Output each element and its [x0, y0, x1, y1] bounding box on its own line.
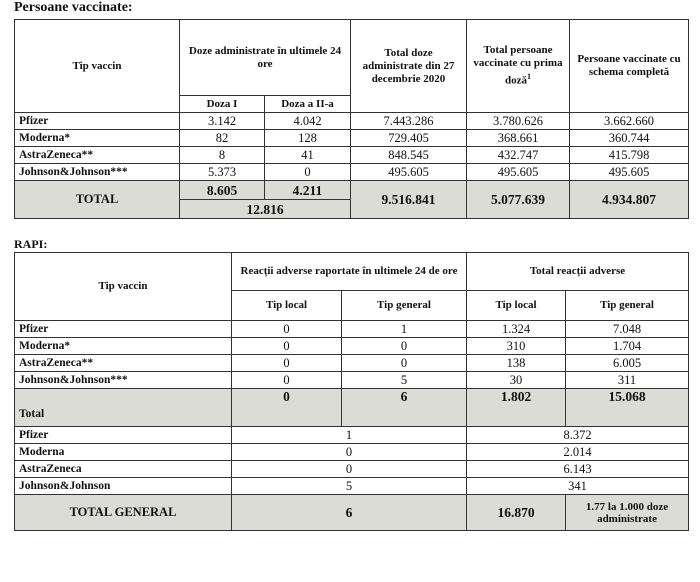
header-tip-general-24: Tip general — [342, 291, 467, 321]
grand-total-row: TOTAL GENERAL 6 16.870 1.77 la 1.000 doze administrate — [15, 495, 689, 531]
summary-row: Pfizer 1 8.372 — [15, 427, 689, 444]
section-title: Persoane vaccinate: — [14, 0, 133, 15]
table-row: AstraZeneca** 8 41 848.545 432.747 415.798 — [15, 147, 689, 164]
table-row: Pfizer 0 1 1.324 7.048 — [15, 321, 689, 338]
rate-note: 1.77 la 1.000 doze administrate — [566, 495, 689, 531]
summary-row: Johnson&Johnson 5 341 — [15, 478, 689, 495]
header-total-doze: Total doze administrate din 27 decembrie 2020 — [351, 20, 467, 113]
header-tip-local-24: Tip local — [232, 291, 342, 321]
table-row: Johnson&Johnson*** 5.373 0 495.605 495.605 495.605 — [15, 164, 689, 181]
header-tip-vaccin-2: Tip vaccin — [15, 253, 232, 321]
total-row: Total 0 6 1.802 15.068 — [15, 389, 689, 427]
table-row: Pfizer 3.142 4.042 7.443.286 3.780.626 3.662.660 — [15, 113, 689, 130]
table-row: Moderna* 0 0 310 1.704 — [15, 338, 689, 355]
total-row: TOTAL 8.605 4.211 9.516.841 5.077.639 4.934.807 — [15, 181, 689, 200]
header-tip-local-total: Tip local — [467, 291, 566, 321]
summary-row: Moderna 0 2.014 — [15, 444, 689, 461]
header-doze-24h: Doze administrate în ultimele 24 ore — [180, 20, 351, 96]
header-total-reactii: Total reacții adverse — [467, 253, 689, 291]
summary-row: AstraZeneca 0 6.143 — [15, 461, 689, 478]
header-reactii-24h: Reacții adverse raportate în ultimele 24 de ore — [232, 253, 467, 291]
header-tip-vaccin: Tip vaccin — [15, 20, 180, 113]
total-doze-24h: 12.816 — [180, 200, 351, 219]
table-row: Johnson&Johnson*** 0 5 30 311 — [15, 372, 689, 389]
header-schema-completa: Persoane vaccinate cu schema completă — [570, 20, 689, 113]
vaccination-table — [14, 19, 689, 219]
header-doza-2: Doza a II-a — [265, 96, 351, 113]
header-prima-doza: Total persoane vaccinate cu prima doză$^1$ — [467, 20, 570, 113]
header-tip-general-total: Tip general — [566, 291, 689, 321]
rapi-label: RAPI: — [14, 237, 48, 251]
header-doza-1: Doza I — [180, 96, 265, 113]
table-row: AstraZeneca** 0 0 138 6.005 — [15, 355, 689, 372]
table-row: Moderna* 82 128 729.405 368.661 360.744 — [15, 130, 689, 147]
adverse-reactions-table — [14, 252, 689, 531]
